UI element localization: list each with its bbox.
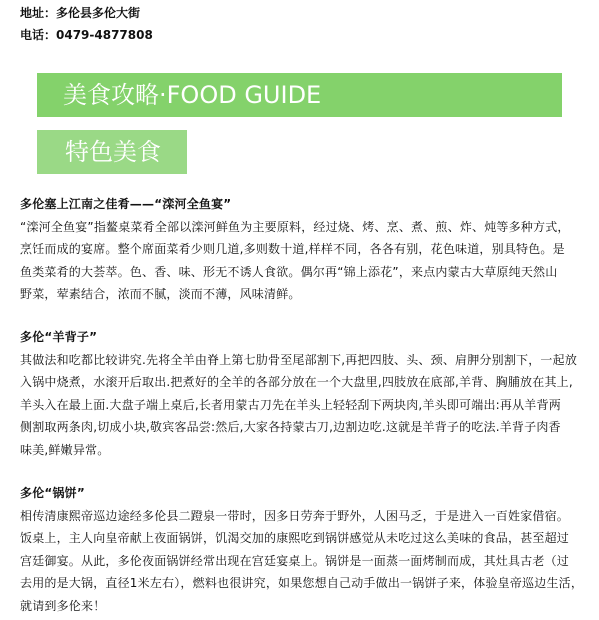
paragraph-line: 相传清康熙帝巡边途经多伦县二蹬泉一带时，因多日劳奔于野外，人困马乏，于是进入一百姓家借宿。 xyxy=(20,508,570,523)
paragraph-line: 鱼类菜肴的大荟萃。色、香、味、形无不诱人食欲。偶尔再“锦上添花”，来点内蒙古大草原纯天然山 xyxy=(20,264,558,279)
paragraph-line: 野菜，荤素结合，浓而不腻，淡而不薄，风味清鲜。 xyxy=(20,287,301,301)
specialty-food-banner: 特色美食 xyxy=(37,130,187,174)
paragraph-line: 饭桌上，主人向皇帝献上夜面锅饼，饥渴交加的康熙吃到锅饼感觉从未吃过这么美味的食品，甚至超过 xyxy=(20,531,570,545)
section-heading: 多伦“锅饼” xyxy=(20,486,85,500)
paragraph-line: 羊头入在最上面.大盘子端上桌后,长者用蒙古刀先在羊头上轻轻刮下两块肉,羊头即可端出:再从羊背两 xyxy=(20,397,561,412)
phone-text: 电话：0479-4877808 xyxy=(20,28,153,42)
section-fish-feast xyxy=(20,193,585,306)
address-text: 地址：多伦县多伦大街 xyxy=(20,6,141,20)
paragraph-line: 就请到多伦来！ xyxy=(20,598,106,613)
paragraph-line: 侧割取两条肉,切成小块,敬宾客品尝:然后,大家各持蒙古刀,边割边吃.这就是羊背子的吃法.羊背子肉香 xyxy=(20,420,561,434)
food-guide-banner: 美食攻略·FOOD GUIDE xyxy=(37,73,562,117)
section-lamb-back xyxy=(20,326,585,461)
paragraph-line: 去用的是大锅，直径1米左右），燃料也很讲究，如果您想自己动手做出一锅饼子来，体验皇帝巡边生活， xyxy=(20,576,584,590)
section-pot-cake xyxy=(20,482,585,617)
paragraph-line: “滦河全鱼宴”指鳌桌菜肴全部以滦河鲜鱼为主要原料，经过烧、烤、烹、煮、煎、炸、炖等多种方式， xyxy=(20,219,570,234)
paragraph-line: 烹饪而成的宴席。整个席面菜肴少则几道,多则数十道,样样不同，各各有别，花色味道，别具特色。是 xyxy=(20,242,565,256)
section-heading: 多伦塞上江南之佳肴——“滦河全鱼宴” xyxy=(20,197,232,211)
paragraph-line: 味美,鲜嫩异常。 xyxy=(20,442,110,457)
section-heading: 多伦“羊背子” xyxy=(20,330,98,344)
paragraph-line: 宫廷御宴。从此，多伦夜面锅饼经常出现在宫廷宴桌上。锅饼是一面蒸一面烤制而成，其灶具古老（过 xyxy=(20,553,570,568)
paragraph-line: 入锅中烧煮，水滚开后取出.把煮好的全羊的各部分放在一个大盘里,四肢放在底部,羊背、胸脯放在其上, xyxy=(20,375,573,389)
paragraph-line: 其做法和吃都比较讲究.先将全羊由脊上第七肋骨至尾部割下,再把四肢、头、颈、肩胛分别割下，一起放 xyxy=(20,352,578,367)
